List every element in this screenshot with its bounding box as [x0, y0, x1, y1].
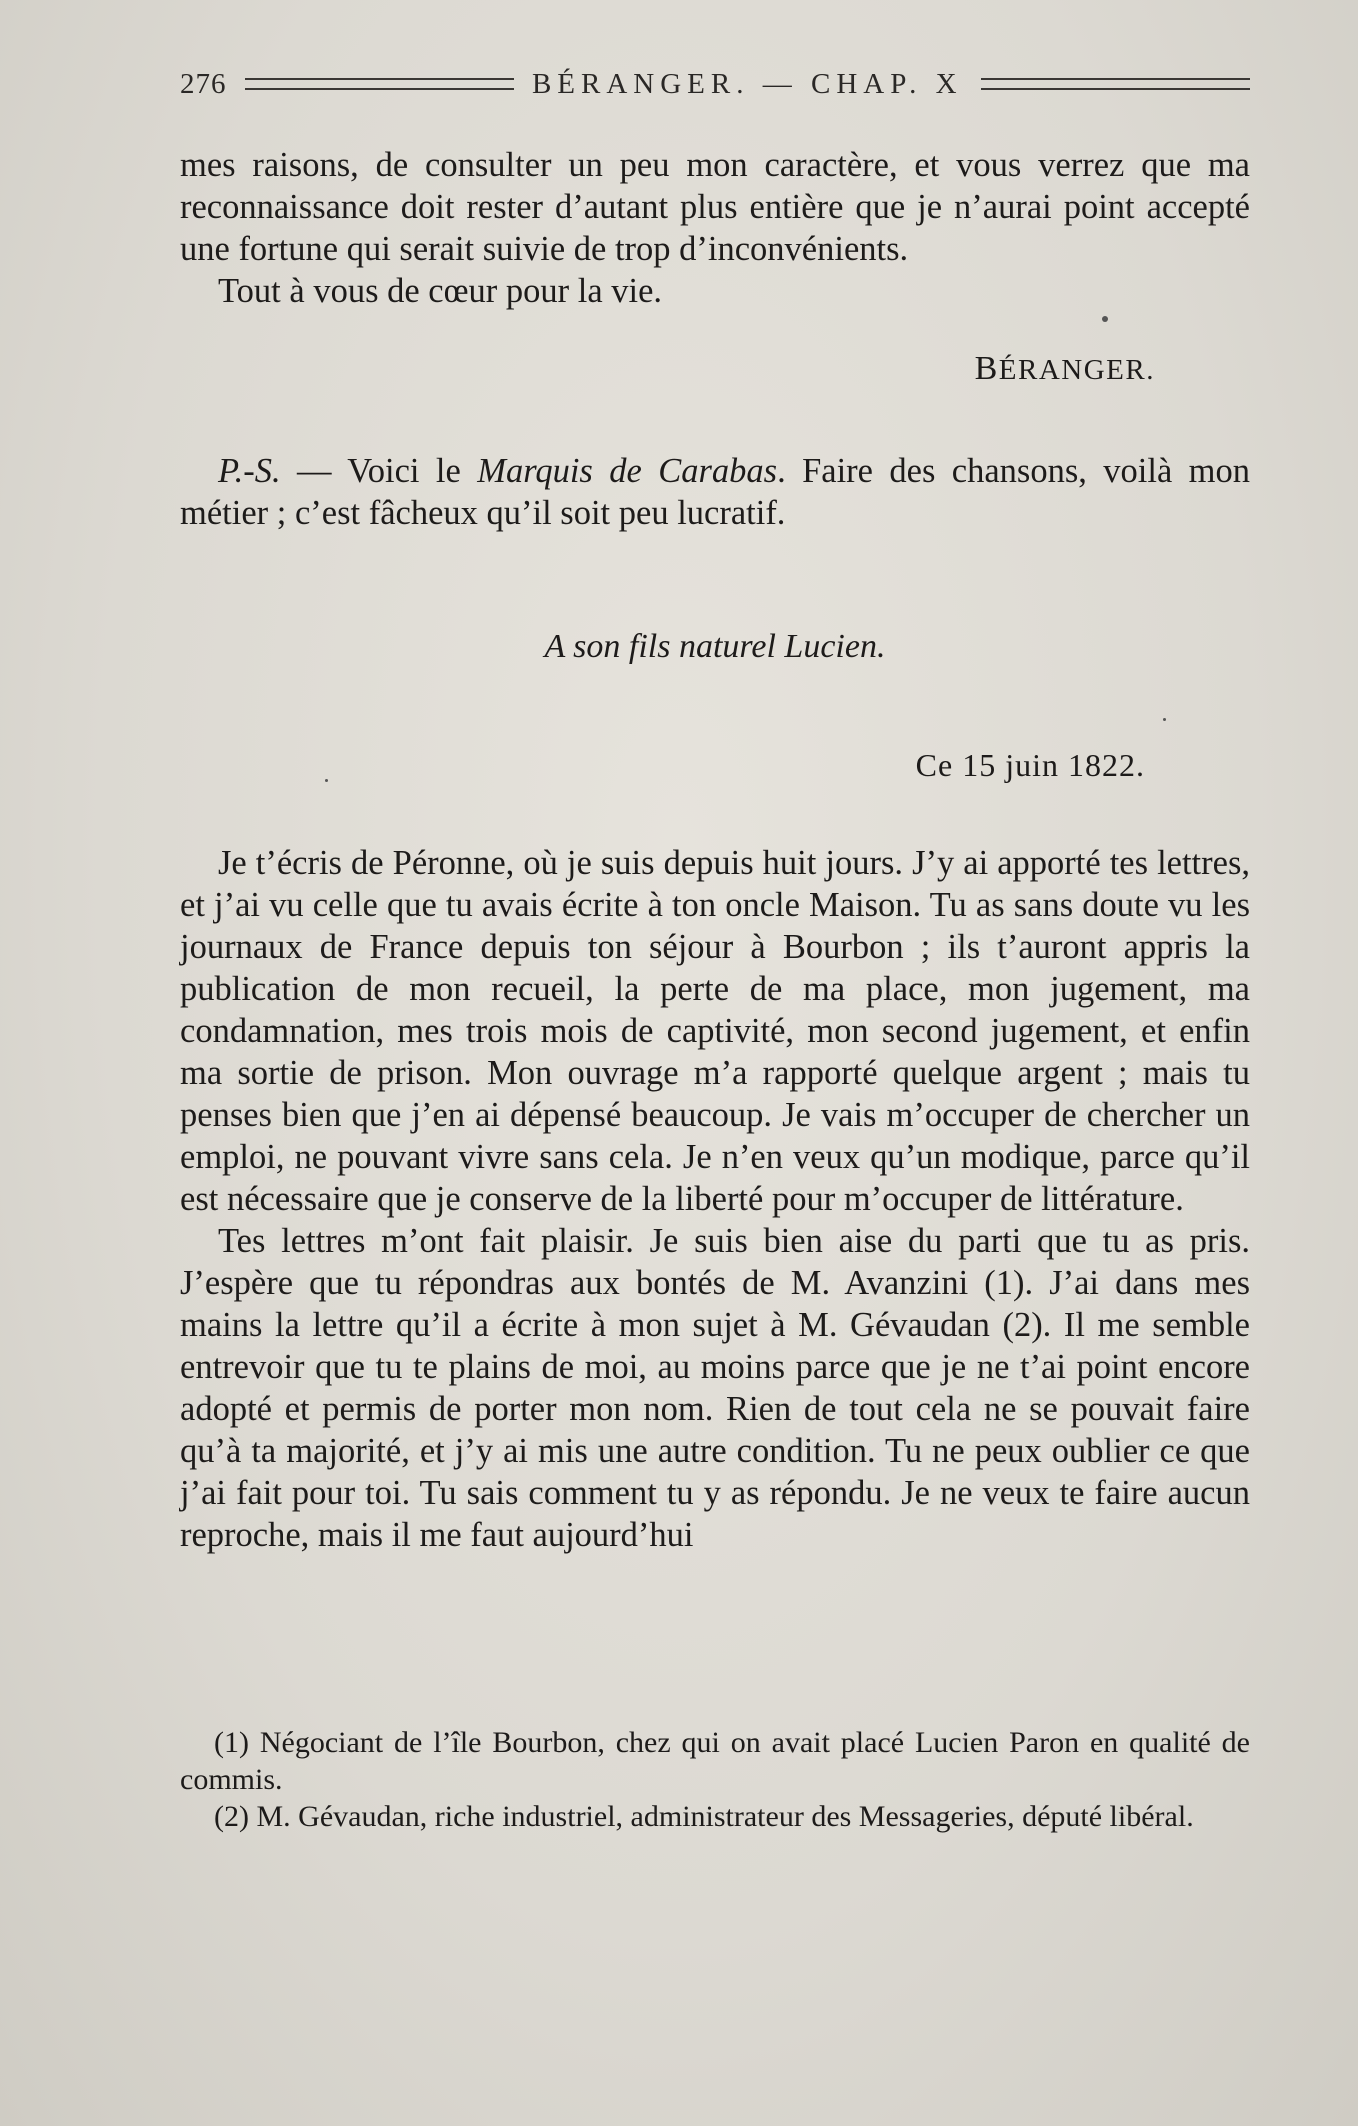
footnote-1: (1) Négociant de l’île Bourbon, chez qui on avait placé Lucien Paron en qualité de commis.: [180, 1726, 1250, 1796]
letter-heading: A son fils naturel Lucien.: [544, 628, 886, 665]
footnotes: [180, 1724, 1250, 1835]
signature: [975, 350, 1155, 388]
footnote-2: (2) M. Gévaudan, riche industriel, administrateur des Messageries, député libéral.: [214, 1800, 1194, 1833]
header-rule-left: [245, 78, 514, 90]
letter-paragraph-2: Tes lettres m’ont fait plaisir. Je suis bien aise du parti que tu as pris. J’espère que tu répondras aux bontés de M. Avanzini (1). J’ai dans mes mains la lettre qu’il a écrite à mon sujet à M. Gévaudan (2). Il me semble entrevoir que tu te plains de moi, au moins parce que je ne t’ai point encore adopté et permis de porter mon nom. Rien de tout cela ne se pouvait faire qu’à ta majorité, et j’y ai mis une autre condition. Tu ne peux oublier ce que j’ai fait pour toi. Tu sais comment tu y as répondu. Je ne veux te faire aucun reproche, mais il me faut aujourd’hui: [180, 1222, 1250, 1554]
letter-end-paragraph: mes raisons, de consulter un peu mon caractère, et vous verrez que ma reconnaissance doit rester d’autant plus entière que je n’aurai point accepté une fortune qui serait suivie de trop d’inconvénients.: [180, 146, 1250, 268]
previous-letter-end: [180, 144, 1250, 312]
ink-speck: [1163, 718, 1166, 721]
letter-closing: Tout à vous de cœur pour la vie.: [218, 272, 663, 310]
letter-dateline: Ce 15 juin 1822.: [915, 747, 1145, 783]
book-page: [180, 0, 1250, 2126]
running-head: [180, 62, 1250, 106]
postscript-dash: — Voici le: [280, 452, 478, 490]
signature-rest: ÉRANGER.: [998, 354, 1155, 386]
ink-speck: [1102, 316, 1108, 322]
letter-body: [180, 842, 1250, 1556]
signature-initial: B: [974, 350, 999, 387]
postscript: [180, 450, 1250, 534]
postscript-rest: . Faire des chansons, voilà mon métier ; c’est fâcheux qu’il soit peu lucratif.: [180, 452, 1250, 532]
header-rule-right: [981, 78, 1250, 90]
postscript-label: P.-S.: [218, 452, 281, 490]
ink-speck: [325, 779, 328, 782]
page-number: 276: [180, 67, 227, 100]
letter-paragraph-1: Je t’écris de Péronne, où je suis depuis huit jours. J’y ai apporté tes lettres, et j’ai vu celle que tu avais écrite à ton oncle Maison. Tu as sans doute vu les journaux de France depuis ton séjour à Bourbon ; ils t’auront appris la publication de mon recueil, la perte de ma place, mon jugement, ma condamnation, mes trois mois de captivité, mon second jugement, et enfin ma sortie de prison. Mon ouvrage m’a rapporté quelque argent ; mais tu penses bien que j’en ai dépensé beaucoup. Je vais m’occuper de chercher un emploi, ne pouvant vivre sans cela. Je n’en veux qu’un modique, parce qu’il est nécessaire que je conserve de la liberté pour m’occuper de littérature.: [180, 844, 1250, 1218]
postscript-work-title: Marquis de Carabas: [477, 452, 778, 490]
running-title: BÉRANGER. — CHAP. X: [531, 67, 963, 100]
